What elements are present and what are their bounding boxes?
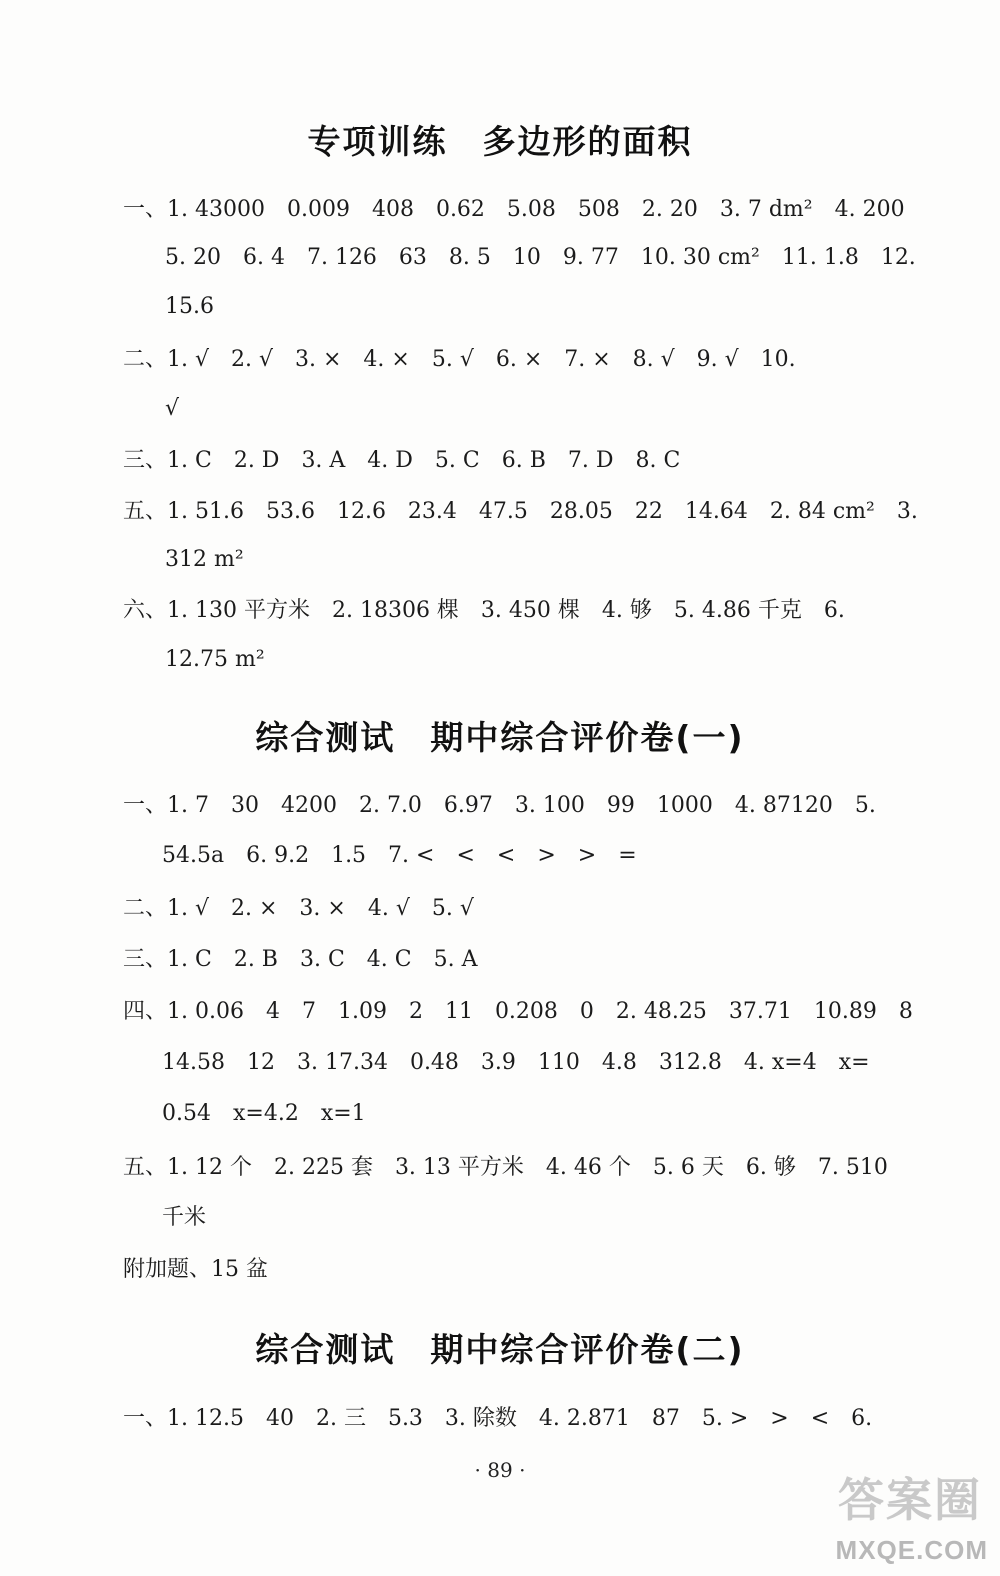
answer-line: 六、1. 130 平方米 2. 18306 棵 3. 450 棵 4. 够 5. 4.86 千克 6. [123,598,845,623]
section-title-midterm-1: 综合测试 期中综合评价卷(一) [255,718,745,757]
answer-line: 12.75 m² [165,647,265,672]
answer-line: 312 m² [165,547,244,572]
answer-line: 千米 [162,1205,207,1230]
answer-line: 五、1. 12 个 2. 225 套 3. 13 平方米 4. 46 个 5. 6 天 6. 够 7. 510 [123,1155,888,1180]
answer-line: 0.54 x=4.2 x=1 [162,1101,366,1126]
answer-line: 附加题、15 盆 [123,1257,268,1282]
answer-line: 二、1. √ 2. × 3. × 4. √ 5. √ [123,896,474,921]
answer-line: 14.58 12 3. 17.34 0.48 3.9 110 4.8 312.8 4. x=4 x= [162,1050,870,1075]
answer-line: 三、1. C 2. B 3. C 4. C 5. A [123,947,478,972]
answer-line: 54.5a 6. 9.2 1.5 7. < < < > > = [162,843,637,868]
answer-line: 三、1. C 2. D 3. A 4. D 5. C 6. B 7. D 8. C [123,448,681,473]
answer-line: √ [165,396,180,421]
answer-line: 四、1. 0.06 4 7 1.09 2 11 0.208 0 2. 48.25 37.71 10.89 8 [123,999,913,1024]
answer-line: 一、1. 43000 0.009 408 0.62 5.08 508 2. 20 3. 7 dm² 4. 200 [123,197,905,222]
answer-line: 15.6 [165,294,214,319]
section-title-polygon-area: 专项训练 多边形的面积 [307,122,693,161]
watermark-logo [768,1460,988,1570]
answer-line: 五、1. 51.6 53.6 12.6 23.4 47.5 28.05 22 14.64 2. 84 cm² 3. [123,499,918,524]
answer-line: 5. 20 6. 4 7. 126 63 8. 5 10 9. 77 10. 30 cm² 11. 1.8 12. [165,245,916,270]
answer-line: 一、1. 12.5 40 2. 三 5.3 3. 除数 4. 2.871 87 5. > > < 6. [123,1406,873,1431]
watermark-cn-text: 答案圈 [838,1473,982,1527]
answer-line: 一、1. 7 30 4200 2. 7.0 6.97 3. 100 99 1000 4. 87120 5. [123,793,876,818]
page-number: · 89 · [474,1458,526,1482]
section-title-midterm-2: 综合测试 期中综合评价卷(二) [255,1330,745,1369]
answer-line: 二、1. √ 2. √ 3. × 4. × 5. √ 6. × 7. × 8. √ 9. √ 10. [123,347,796,372]
watermark-url-text: MXQE.COM [835,1535,988,1565]
